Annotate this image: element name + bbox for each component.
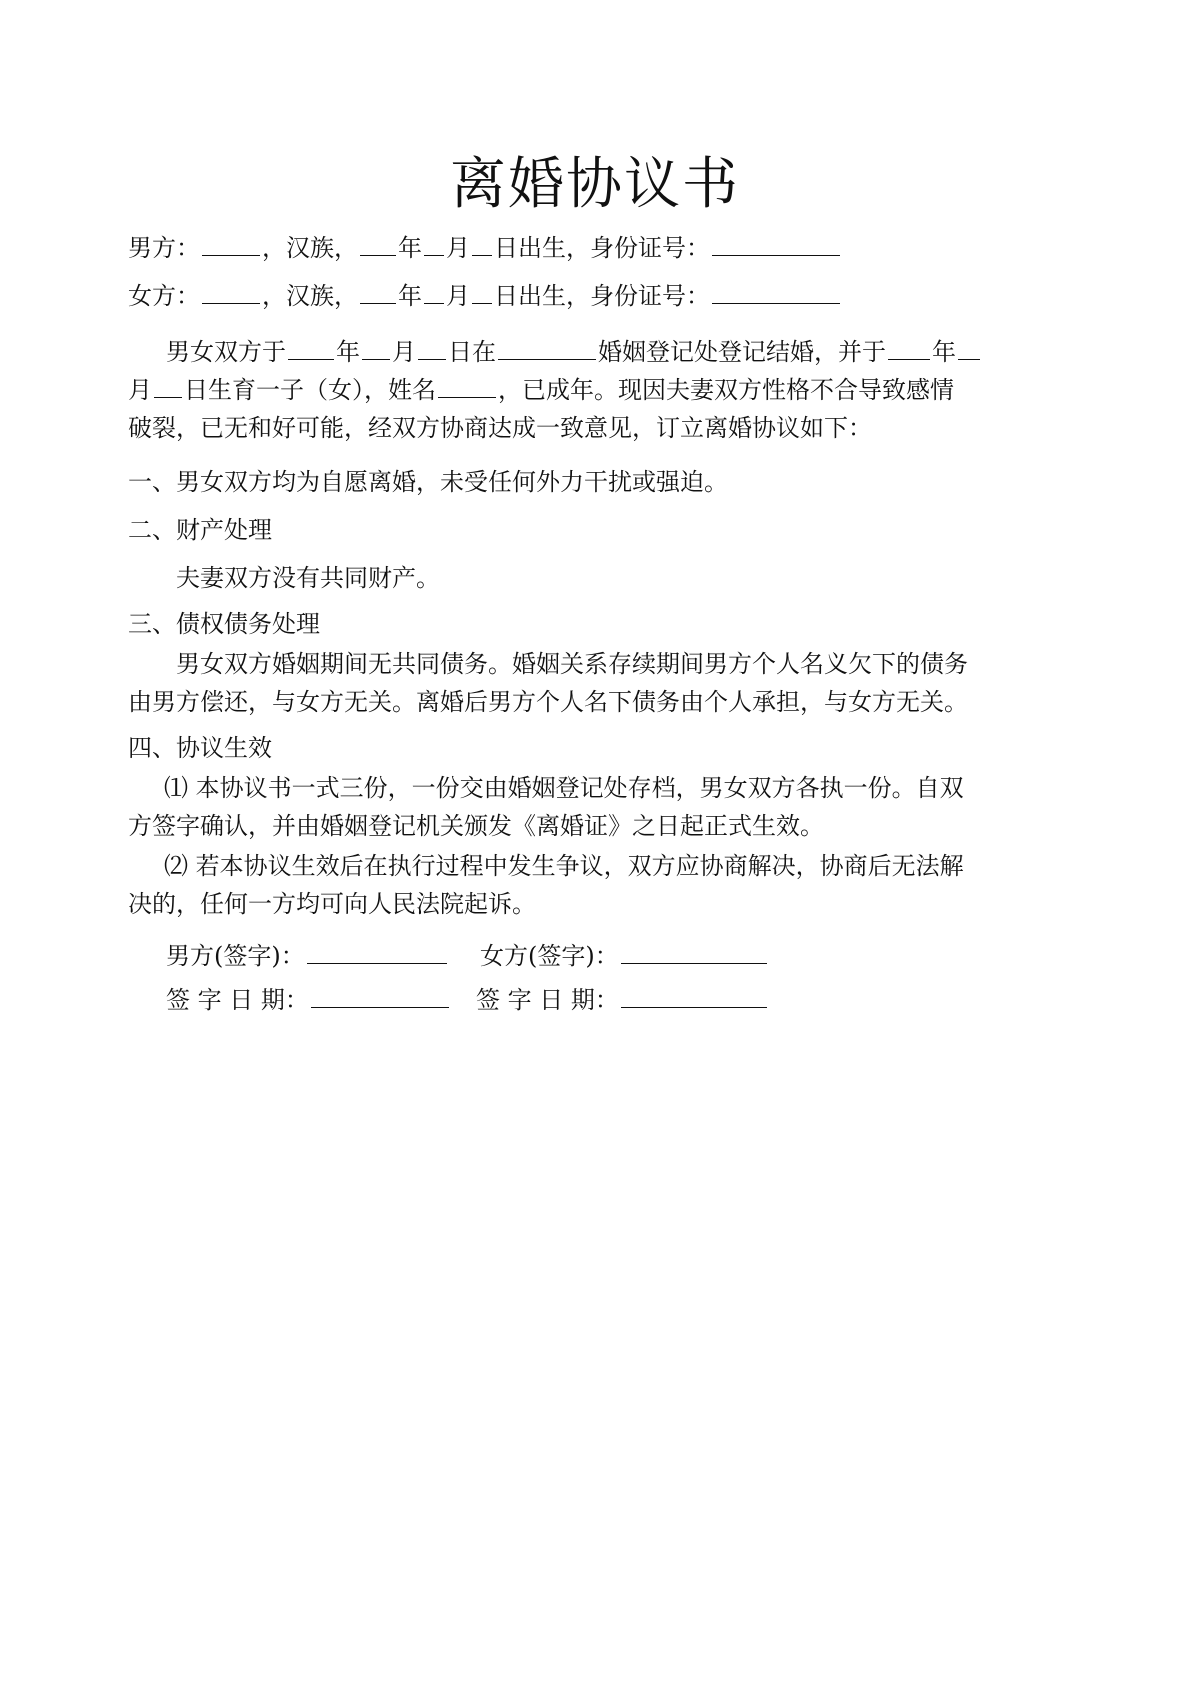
male-label: 男方： [128,234,200,262]
text: 男女双方于 [166,338,286,366]
female-date-blank[interactable] [621,985,767,1008]
name-blank[interactable] [202,281,260,304]
section-4-p1-line-2: 方签字确认，并由婚姻登记机关颁发《离婚证》之日起正式生效。 [128,812,824,840]
text: 月 [128,376,152,404]
month-blank[interactable] [424,233,444,256]
month-label: 月 [446,282,470,310]
day-blank[interactable] [418,337,446,360]
text: 月 [392,338,416,366]
female-date [476,984,769,1016]
section-2-title: 二、财产处理 [128,516,272,544]
section-4-p1-line-1: ⑴ 本协议书一式三份，一份交由婚姻登记处存档，男女双方各执一份。自双 [164,774,964,802]
male-date [166,984,451,1016]
month-blank[interactable] [424,281,444,304]
text: 日生育一子（女），姓名 [184,376,436,404]
female-signature-blank[interactable] [621,941,767,964]
section-4-title: 四、协议生效 [128,734,272,762]
year-blank[interactable] [360,233,396,256]
female-date-label: 签 字 日 期： [476,986,619,1014]
section-4-p2-line-2: 决的，任何一方均可向人民法院起诉。 [128,890,536,918]
section-3-title: 三、债权债务处理 [128,610,320,638]
section-4-p2-line-1: ⑵ 若本协议生效后在执行过程中发生争议，双方应协商解决，协商后无法解 [164,852,964,880]
intro-line-3: 破裂，已无和好可能，经双方协商达成一致意见，订立离婚协议如下： [128,414,872,442]
male-signature-blank[interactable] [307,941,447,964]
female-sign-label: 女方(签字)： [480,942,619,970]
day-blank[interactable] [154,375,182,398]
male-date-blank[interactable] [311,985,449,1008]
text: 婚姻登记处登记结婚，并于 [598,338,886,366]
male-sign-label: 男方(签字)： [166,942,305,970]
ethnicity-text: ，汉族， [262,234,358,262]
month-blank[interactable] [958,337,980,360]
name-blank[interactable] [202,233,260,256]
year-blank[interactable] [888,337,930,360]
child-name-blank[interactable] [438,375,496,398]
id-number-blank[interactable] [712,281,840,304]
year-label: 年 [398,234,422,262]
year-blank[interactable] [288,337,334,360]
section-2-body: 夫妻双方没有共同财产。 [176,564,440,592]
text: ，已成年。现因夫妻双方性格不合导致感情 [498,376,954,404]
id-number-blank[interactable] [712,233,840,256]
day-blank[interactable] [472,233,492,256]
female-label: 女方： [128,282,200,310]
male-signature [166,940,449,972]
intro-line-2 [128,374,954,406]
registry-blank[interactable] [498,337,596,360]
text: 年 [336,338,360,366]
text: 年 [932,338,956,366]
intro-line-1 [166,336,982,368]
female-signature [480,940,769,972]
section-3-line-1: 男女双方婚姻期间无共同债务。婚姻关系存续期间男方个人名义欠下的债务 [176,650,968,678]
male-date-label: 签 字 日 期： [166,986,309,1014]
text: 日在 [448,338,496,366]
year-label: 年 [398,282,422,310]
birth-id-label: 日出生，身份证号： [494,282,710,310]
ethnicity-text: ，汉族， [262,282,358,310]
birth-id-label: 日出生，身份证号： [494,234,710,262]
female-party-line [128,280,842,312]
document-title: 离婚协议书 [450,152,740,217]
month-label: 月 [446,234,470,262]
month-blank[interactable] [362,337,390,360]
year-blank[interactable] [360,281,396,304]
male-party-line [128,232,842,264]
section-1: 一、男女双方均为自愿离婚，未受任何外力干扰或强迫。 [128,468,728,496]
day-blank[interactable] [472,281,492,304]
section-3-line-2: 由男方偿还，与女方无关。离婚后男方个人名下债务由个人承担，与女方无关。 [128,688,968,716]
